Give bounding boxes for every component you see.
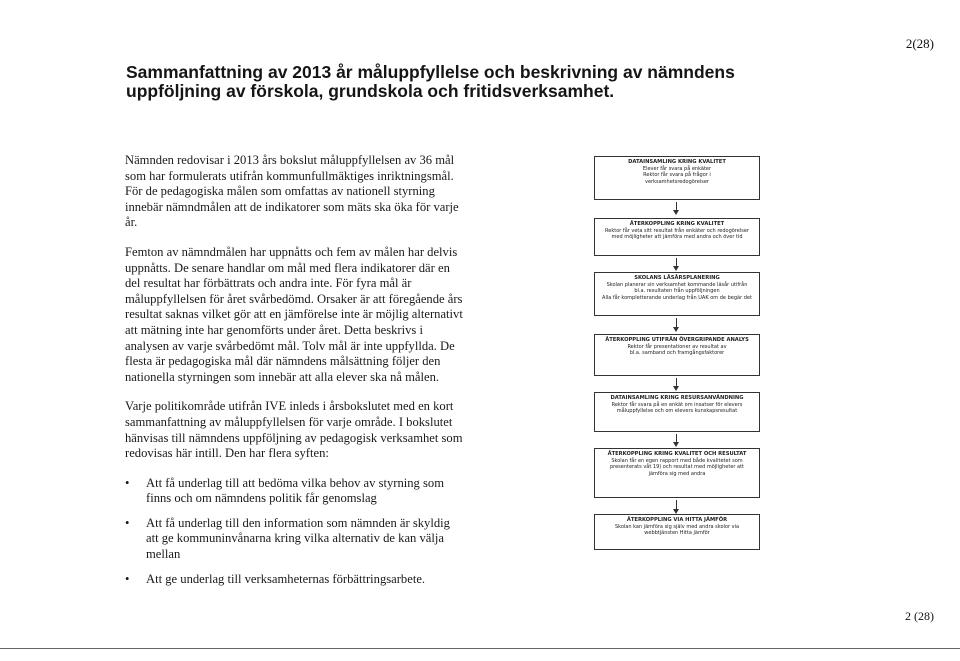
paragraph-3: Varje politikområde utifrån IVE inleds i årsbokslutet med en kort sammanfattning av måluppfyllelsen för varje område. I bokslutet hänvisas till nämndens uppföljning av pedagogisk verksamhet som redovisas här intill. Den har flera syften: <box>125 399 463 461</box>
bullet-icon: • <box>125 571 130 586</box>
flow-arrow-icon <box>676 434 677 443</box>
list-item: • Att få underlag till den information som nämnden är skyldig att ge kommuninvånarna kring vilka alternativ de kan välja mellan <box>125 515 450 562</box>
bullet-icon: • <box>125 475 130 490</box>
flow-box-hitta-jamfor: ÅTERKOPPLING VIA HITTA JÄMFÖR Skolan kan jämföra sig själv med andra skolor via webbtjänsten Hitta jämför <box>594 514 760 550</box>
page-title: Sammanfattning av 2013 år måluppfyllelse och beskrivning av nämndens uppföljning av förskola, grundskola och fritidsverksamhet. <box>126 62 735 101</box>
flow-arrow-icon <box>676 202 677 211</box>
flow-box-feedback-results: ÅTERKOPPLING KRING KVALITET OCH RESULTAT Skolan får en egen rapport med både kvalitetet som presenterats våt 19) och resultat med möjligheter att jämföra sig med andra <box>594 448 760 498</box>
flow-arrow-icon <box>676 378 677 387</box>
bullet-icon: • <box>125 515 130 530</box>
flow-box-school-planning: SKOLANS LÅSÅRSPLANERING Skolan planerar sin verksamhet kommande läsår utifrån bl.a. resultaten från uppföljningen Alla får kompletterande underlag från UAK om de begär det <box>594 272 760 316</box>
page-number-top: 2(28) <box>905 36 934 51</box>
flow-arrow-icon <box>676 318 677 328</box>
flow-arrow-icon <box>676 258 677 267</box>
paragraph-1: Nämnden redovisar i 2013 års bokslut måluppfyllelsen av 36 mål som har formulerats utifrån kommunfullmäktiges inriktningsmål. För de pedagogiska målen som omfattas av nationell styrning innebär nämndmålen att de indikatorer som mäts ska öka för varje år. <box>125 153 459 230</box>
purpose-list <box>125 476 465 588</box>
page-number-bottom: 2 (28) <box>905 609 934 623</box>
flow-box-data-collection-quality: DATAINSAMLING KRING KVALITET Elever får svara på enkäter Rektor får svara på frågor i verksamhetsredogörelser <box>594 156 760 200</box>
flow-box-resource-use: DATAINSAMLING KRING RESURSANVÄNDNING Rektor får svara på en enkät om insatser för elevers måluppfyllelse och om elevers kunskapsresultat <box>594 392 760 432</box>
flow-box-feedback-quality: ÅTERKOPPLING KRING KVALITET Rektor får veta sitt resultat från enkäter och redogörelser med möjligheter att jämföra med andra och över tid <box>594 218 760 256</box>
flow-box-feedback-analysis: ÅTERKOPPLING UTIFRÅN ÖVERGRIPANDE ANALYS Rektor får presentationer av resultat av bl.a. samband och framgångsfaktorer <box>594 334 760 376</box>
list-item: • Att ge underlag till verksamheternas förbättringsarbete. <box>125 571 426 586</box>
flow-arrow-icon <box>676 500 677 510</box>
body-text <box>125 153 465 596</box>
footer-divider <box>0 648 960 649</box>
paragraph-2: Femton av nämndmålen har uppnåtts och fem av målen har delvis uppnåtts. De senare handlar om mål med flera indikatorer där en del resultat har förbättrats och andra inte. För fyra mål är måluppfyllelsen för året svårbedömd. Orsaker är att föregående års resultat saknas vilket gör att en jämförelse inte är möjlig alternativt att mätning inte har genomförts under året. Detta beskrivs i analysen av varje svårbedömt mål. Tolv mål är inte uppfyllda. De flesta är pedagogiska mål där nämndens målsättning följer den nationella styrningen som innebär att alla elever ska nå målen. <box>125 244 463 384</box>
list-item: • Att få underlag till att bedöma vilka behov av styrning som finns och om nämndens politik får genomslag <box>125 475 444 506</box>
